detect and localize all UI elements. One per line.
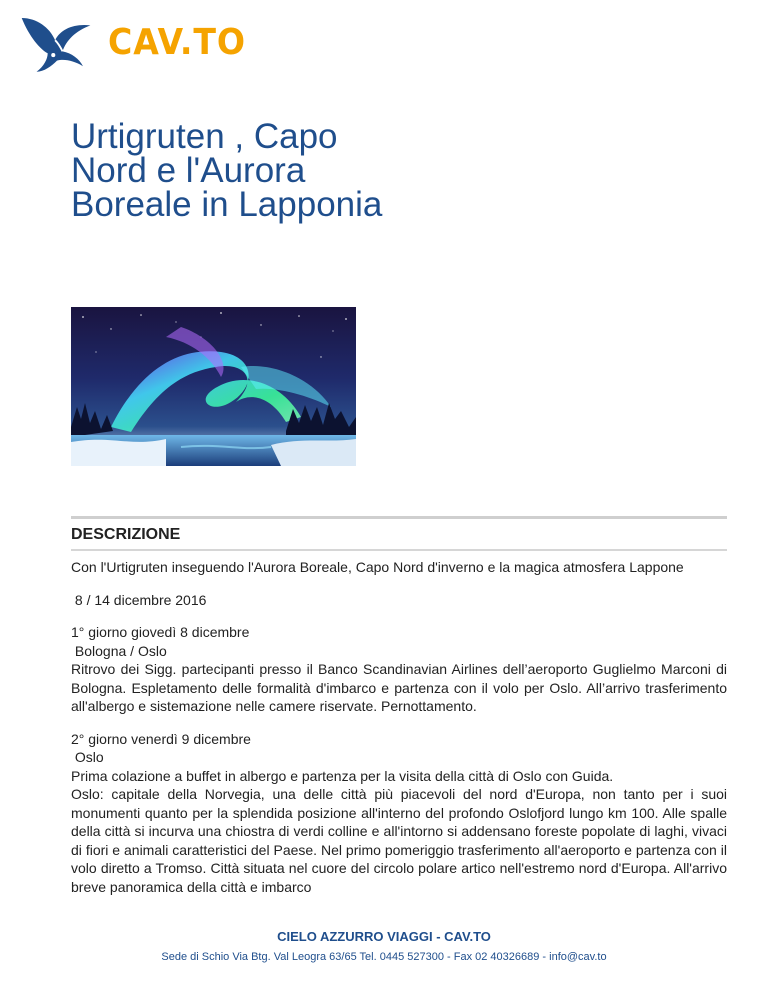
day1-paragraph bbox=[71, 623, 727, 716]
intro-paragraph: Con l'Urtigruten inseguendo l'Aurora Boreale, Capo Nord d'inverno e la magica atmosfera Lappone bbox=[71, 559, 684, 575]
day2-first-line: Prima colazione a buffet in albergo e partenza per la visita della città di Oslo con Guida. bbox=[71, 767, 614, 784]
footer-company: CIELO AZZURRO VIAGGI - CAV.TO bbox=[277, 929, 491, 944]
dates-paragraph: 8 / 14 dicembre 2016 bbox=[71, 591, 207, 608]
day2-heading: 2° giorno venerdì 9 dicembre bbox=[71, 730, 251, 747]
brand-name: CAV.TO bbox=[108, 22, 247, 63]
page-title: Urtigruten , Capo Nord e l'Aurora Boreale in Lapponia bbox=[71, 117, 383, 224]
day1-heading: 1° giorno giovedì 8 dicembre bbox=[71, 624, 250, 640]
section-top-rule bbox=[71, 516, 727, 519]
footer-address[interactable]: Sede di Schio Via Btg. Val Leogra 63/65 Tel. 0445 527300 - Fax 02 40326689 - info@cav.to bbox=[161, 951, 607, 963]
day1-route: Bologna / Oslo bbox=[71, 642, 167, 659]
day1-text: Ritrovo dei Sigg. partecipanti presso il Banco Scandinavian Airlines dell’aeroporto Guglielmo Marconi di Bologna. Espletamento delle formalità d'imbarco e partenza con il volo per Oslo. All’arrivo trasferimento all'albergo e sistemazione nelle camere riservate. Pernottamento. bbox=[71, 661, 727, 714]
bird-logo-icon bbox=[18, 10, 94, 76]
description-body bbox=[71, 558, 727, 896]
aurora-borealis-photo bbox=[71, 307, 356, 466]
day2-route: Oslo bbox=[71, 749, 104, 765]
brand-logo[interactable] bbox=[18, 8, 258, 78]
day2-text: Oslo: capitale della Norvegia, una delle città più piacevoli del nord d'Europa, non tanto per i suoi monumenti quanto per la splendida posizione all'interno del profondo Oslofjord lungo km 100. Alle spalle della città si incurva una chiostra di verdi colline e all'intorno si addensano foreste popolate di laghi, vivaci di fiori e animali caratteristici del Paese. Nel primo pomeriggio trasferimento all'aeroporto e partenza con il volo diretto a Tromso. Città situata nel cuore del circolo polare artico nell'estremo nord d'Europa. All'arrivo breve panoramica della città e imbarco bbox=[71, 786, 727, 895]
day2-paragraph bbox=[71, 730, 727, 897]
section-heading: DESCRIZIONE bbox=[71, 526, 181, 543]
section-bottom-rule bbox=[71, 549, 727, 551]
